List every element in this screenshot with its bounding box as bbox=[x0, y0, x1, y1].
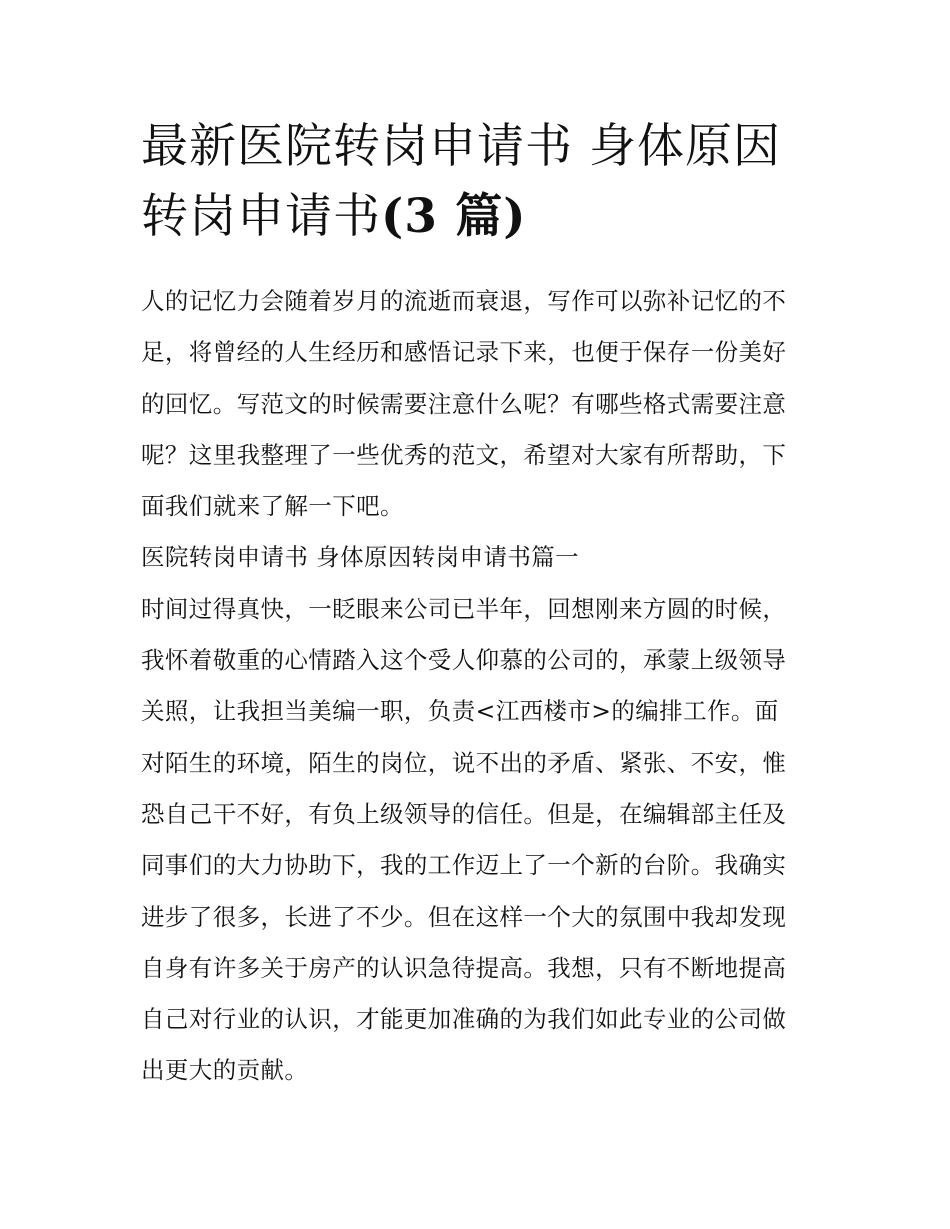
title-line-1: 最新医院转岗申请书 身体原因 bbox=[141, 119, 781, 174]
section-heading: 医院转岗申请书 身体原因转岗申请书篇一 bbox=[141, 543, 580, 572]
intro-line: 面我们就来了解一下吧。 bbox=[141, 492, 404, 521]
body-line: 同事们的大力协助下，我的工作迈上了一个新的台阶。我确实 bbox=[141, 851, 787, 880]
intro-line: 的回忆。写范文的时候需要注意什么呢？有哪些格式需要注意 bbox=[141, 389, 787, 418]
title-line-2-text: 转岗申请书 bbox=[141, 189, 381, 244]
body-line: 出更大的贡献。 bbox=[141, 1056, 309, 1085]
intro-line: 人的记忆力会随着岁月的流逝而衰退，写作可以弥补记忆的不 bbox=[141, 287, 787, 315]
intro-paragraph bbox=[141, 276, 813, 532]
intro-line: 足，将曾经的人生经历和感悟记录下来，也便于保存一份美好 bbox=[141, 338, 787, 367]
document-title bbox=[141, 112, 813, 252]
body-line: 自身有许多关于房产的认识急待提高。我想，只有不断地提高 bbox=[141, 953, 787, 982]
body-line: 进步了很多，长进了不少。但在这样一个大的氛围中我却发现 bbox=[141, 902, 787, 931]
body-line: 恐自己干不好，有负上级领导的信任。但是，在编辑部主任及 bbox=[141, 799, 787, 828]
body-line: 自己对行业的认识，才能更加准确的为我们如此专业的公司做 bbox=[141, 1005, 787, 1034]
title-count: (3 篇) bbox=[381, 189, 527, 244]
body-line: 时间过得真快，一眨眼来公司已半年，回想刚来方圆的时候， bbox=[141, 594, 787, 623]
title-line-2 bbox=[141, 182, 813, 252]
document-content bbox=[141, 112, 813, 1097]
body-line: 对陌生的环境，陌生的岗位，说不出的矛盾、紧张、不安，惟 bbox=[141, 748, 787, 777]
body-line: 关照，让我担当美编一职，负责<江西楼市>的编排工作。面 bbox=[141, 697, 779, 726]
body-paragraph bbox=[141, 584, 813, 1097]
body-line: 我怀着敬重的心情踏入这个受人仰慕的公司的，承蒙上级领导 bbox=[141, 646, 787, 675]
intro-line: 呢？这里我整理了一些优秀的范文，希望对大家有所帮助，下 bbox=[141, 440, 787, 469]
